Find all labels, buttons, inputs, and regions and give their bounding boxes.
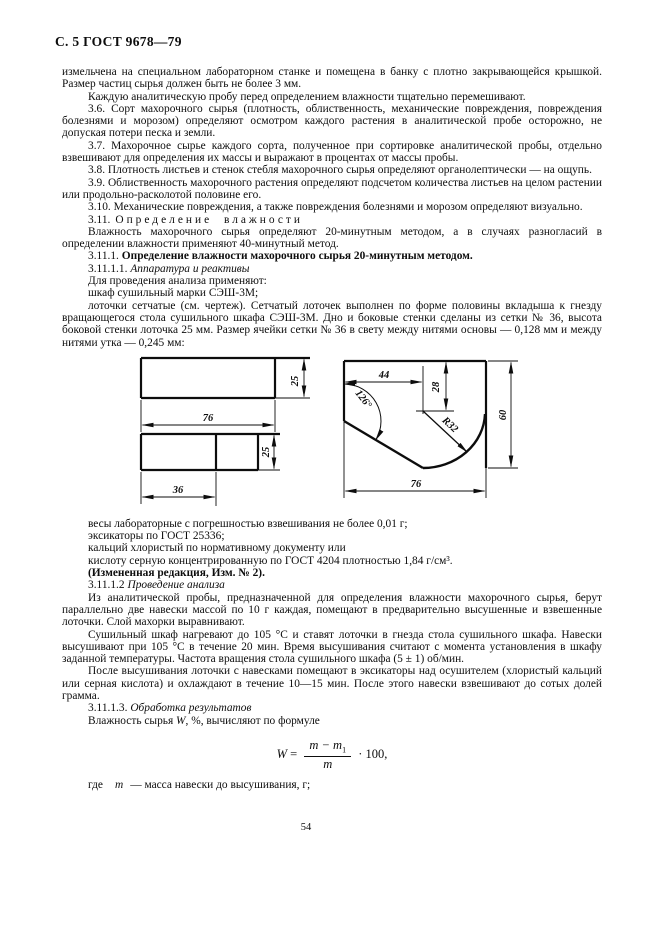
numerator-subscript: 1 — [342, 745, 347, 755]
where-text: — масса навески до высушивания, г; — [130, 778, 311, 791]
paragraph-amendment: (Измененная редакция, Изм. № 2). — [88, 567, 265, 580]
paragraph-3-7: 3.7. Махорочное сырье каждого сорта, полученное при сортировке аналитической пробы, отдельно взвешивают для определения их массы и выражают в процентах от массы пробы. — [62, 139, 602, 165]
paragraph: кальций хлористый по нормативному документу или — [88, 542, 346, 555]
section-number: 3.11. — [88, 213, 111, 226]
paragraph: Из аналитической пробы, предназначенной для определения влажности махорочного сырья, берут параллельно две навески массой по 10 г каждая, помещают в предварительно высушенные и взвешенные лоточки. Слой махорки выравнивают. — [62, 591, 602, 629]
clause-number: 3.11.1.2 — [88, 579, 125, 592]
paragraph: шкаф сушильный марки СЭШ-3М; — [88, 287, 259, 300]
dim-label-angle: 126° — [352, 388, 374, 411]
tray-side-view — [141, 434, 280, 506]
paragraph: Каждую аналитическую пробу перед определением влажности тщательно перемешивают. — [88, 90, 526, 103]
formula-fraction — [304, 739, 351, 771]
paragraph: Влажность махорочного сырья определяют 20-минутным методом, а в случаях разногласий в определении влажности применяют 40-минутный метод. — [62, 225, 602, 251]
paragraph: эксикаторы по ГОСТ 25336; — [88, 530, 225, 543]
technical-drawing — [62, 354, 602, 511]
tray-drawing — [128, 354, 536, 511]
paragraph-3-6: 3.6. Сорт махорочного сырья (плотность, облиственность, механические повреждения, повреждения болезнями и морозом) определяют осмотром каждого растения в аналитической пробе осторожно, не допуская потери песка и земли. — [62, 102, 602, 140]
dim-label-top-height: 60 — [498, 409, 509, 421]
dim-label-side-height: 25 — [261, 446, 272, 458]
paragraph: Сушильный шкаф нагревают до 105 °С и ставят лоточки в гнезда стола сушильного шкафа. Навески высушивают при 105 °С в течение 20 мин. Время высушивания считают с момента установления в шкафу заданной температуры. Частота вращения стола сушильного шкафа (5 ± 1) об/мин. — [62, 628, 602, 666]
paragraph: кислоту серную концентрированную по ГОСТ 4204 плотностью 1,84 г/см³. — [88, 554, 453, 567]
paragraph: Для проведения анализа применяют: — [88, 275, 267, 288]
paragraph: весы лабораторные с погрешностью взвешивания не более 0,01 г; — [88, 517, 408, 530]
variable-w: W — [176, 714, 186, 727]
clause-number: 3.11.1.3. — [88, 702, 128, 715]
tray-front-view — [141, 358, 310, 432]
dim-label-side-length: 36 — [172, 484, 184, 496]
paragraph: лоточки сетчатые (см. чертеж). Сетчатый лоточек выполнен по форме половины вкладыша к гнезду вращающегося стола сушильного шкафа СЭШ-3М. Дно и боковые стенки сделаны из сетки № 36, высота боковой стенки лоточка 25 мм. Размер ячейки сетки № 36 в свету между нитями основы — 0,128 мм и между нитями утка — 0,245 мм: — [62, 299, 602, 349]
paragraph-3-9: 3.9. Облиственность махорочного растения определяют подсчетом количества листьев на целом растении или продольно-расколотой половине его. — [62, 176, 602, 201]
paragraph-3-11-1 — [62, 250, 602, 262]
dim-label-radius: R32 — [439, 415, 460, 435]
formula-lhs: W — [276, 746, 288, 761]
clause-title: Обработка результатов — [130, 702, 252, 715]
tray-top-view — [344, 361, 518, 498]
page-number: 54 — [300, 822, 312, 833]
formula-intro-lead: Влажность сырья — [88, 714, 177, 727]
paragraph-where — [62, 779, 602, 791]
paragraph-3-11-1-2 — [62, 579, 602, 591]
paragraph-3-11-1-1 — [62, 263, 602, 275]
section-heading-3-11 — [62, 214, 602, 226]
clause-title: Определение влажности махорочного сырья 20-минутным методом. — [121, 250, 473, 263]
clause-title: Аппаратура и реактивы — [130, 262, 250, 275]
dim-label-front-height: 25 — [290, 375, 301, 387]
fraction-denominator: m — [323, 756, 333, 771]
paragraph: измельчена на специальном лабораторном станке и помещена в банку с плотно закрывающейся крышкой. Размер частиц сырья должен быть не более 3 мм. — [62, 66, 602, 91]
numerator-text: m − m — [309, 737, 343, 752]
equals-sign: = — [290, 746, 298, 761]
dim-label-top-offset: 28 — [431, 381, 442, 393]
where-lead: где — [88, 778, 103, 791]
section-title: Определение влажности — [115, 213, 304, 226]
paragraph: После высушивания лоточки с навесками помещают в эксикаторы над осушителем (хлористый кальций или серная кислота) и охлаждают в течение 10—15 мин. После этого навески взвешивают до сотых долей грамма. — [62, 665, 602, 702]
paragraph-formula-intro — [62, 715, 602, 727]
dim-label-front-length: 76 — [202, 412, 214, 424]
clause-number: 3.11.1. — [88, 250, 119, 263]
moisture-formula — [62, 739, 602, 771]
paragraph-3-11-1-3 — [62, 702, 602, 714]
dim-label-top-width: 44 — [378, 369, 390, 381]
dim-label-bottom-width: 76 — [410, 478, 422, 490]
page-header: С. 5 ГОСТ 9678—79 — [55, 34, 182, 49]
formula-factor: · 100, — [358, 746, 388, 761]
variable-m: m — [114, 778, 124, 791]
paragraph-3-10: 3.10. Механические повреждения, а также повреждения болезнями и морозом определяют визуально. — [88, 201, 583, 214]
clause-number: 3.11.1.1. — [88, 262, 128, 275]
clause-title: Проведение анализа — [127, 579, 225, 592]
fraction-numerator — [304, 739, 351, 757]
document-body — [62, 66, 602, 791]
paragraph-3-8: 3.8. Плотность листьев и стенок стебля махорочного сырья определяют органолептически — на ощупь. — [88, 164, 592, 177]
formula-intro-tail: , %, вычисляют по формуле — [185, 714, 320, 727]
